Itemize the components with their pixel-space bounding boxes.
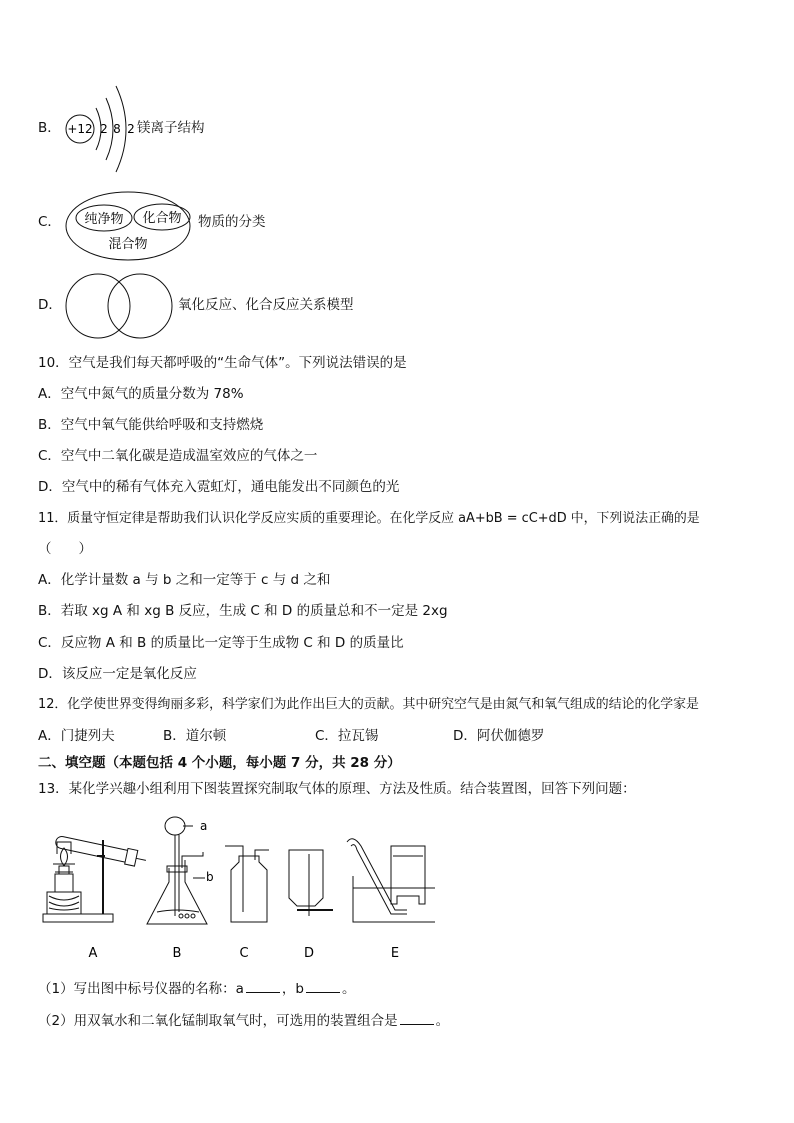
mixture-label: 混合物 (108, 237, 148, 252)
q13-sub2-end: 。 (435, 1013, 450, 1029)
apparatus-label-b: B (172, 946, 182, 961)
q13-sub2-prefix: （2）用双氧水和二氧化锰制取氧气时，可选用的装置组合是 (38, 1013, 398, 1029)
option-d-caption: 氧化反应、化合反应关系模型 (178, 297, 354, 313)
test-tube (54, 833, 147, 868)
apparatus-label-c: C (239, 946, 249, 961)
option-b-caption: 镁离子结构 (137, 120, 205, 136)
water-trough (353, 876, 435, 922)
q13-sub1-mid: ，b (281, 981, 304, 997)
q11-option-b: B．若取 xg A 和 xg B 反应，生成 C 和 D 的质量总和不一定是 2xg (38, 603, 448, 619)
apparatus-label-d: D (303, 946, 315, 961)
q13-sub1-end: 。 (341, 981, 356, 997)
q13-stem: 13．某化学兴趣小组利用下图装置探究制取气体的原理、方法及性质。结合装置图，回答下列问题： (38, 781, 636, 797)
q11-option-c: C．反应物 A 和 B 的质量比一定等于生成物 C 和 D 的质量比 (38, 635, 404, 651)
shell-count-1: 2 (100, 122, 108, 136)
stand-base (43, 914, 113, 922)
short-tube (255, 850, 269, 860)
q11-answer-paren: （ ） (38, 541, 92, 557)
q11-option-d: D．该反应一定是氧化反应 (38, 666, 197, 682)
q13-sub1 (38, 980, 355, 998)
venn-diagram (64, 272, 176, 340)
gas-apparatus-figure (35, 812, 435, 964)
shell-count-2: 8 (113, 122, 121, 136)
label-a-marker: a (200, 819, 208, 833)
q11-stem: 11．质量守恒定律是帮助我们认识化学反应实质的重要理论。在化学反应 aA+bB = cC+dD 中，下列说法正确的是 (38, 511, 700, 526)
mg-ion-structure-diagram (60, 80, 140, 180)
collecting-bottle (391, 846, 425, 904)
venn-circle-right (108, 274, 172, 338)
q12-option-b: B．道尔顿 (163, 728, 227, 744)
flame (61, 848, 68, 866)
q12-stem: 12．化学使世界变得绚丽多彩，科学家们为此作出巨大的贡献。其中研究空气是由氮气和氧气组成的结论的化学家是 (38, 697, 699, 712)
conical-flask (147, 868, 207, 924)
q12-option-c: C．拉瓦锡 (315, 728, 379, 744)
answer-blank-b[interactable] (306, 980, 340, 993)
gas-bottle (231, 856, 267, 922)
apparatus-c (225, 846, 269, 922)
option-c-caption: 物质的分类 (198, 214, 266, 230)
pure-substance-label: 纯净物 (84, 212, 124, 227)
nucleus-charge: +12 (67, 122, 93, 136)
q11-option-a: A．化学计量数 a 与 b 之和一定等于 c 与 d 之和 (38, 572, 331, 588)
answer-blank-combination[interactable] (400, 1012, 434, 1025)
separatory-funnel (165, 817, 185, 835)
label-b-marker: b (206, 870, 214, 884)
section-2-title: 二、填空题（本题包括 4 个小题，每小题 7 分，共 28 分） (38, 755, 401, 771)
inverted-bottle (289, 850, 323, 906)
q13-sub1-prefix: （1）写出图中标号仪器的名称：a (38, 981, 244, 997)
q10-option-c: C．空气中二氧化碳是造成温室效应的气体之一 (38, 448, 318, 464)
apparatus-e (347, 839, 435, 922)
apparatus-label-e: E (390, 946, 400, 961)
apparatus-d (289, 850, 333, 916)
venn-circle-left (66, 274, 130, 338)
delivery-tube-e (347, 839, 407, 910)
q10-option-b: B．空气中氧气能供给呼吸和支持燃烧 (38, 417, 264, 433)
q10-option-d: D．空气中的稀有气体充入霓虹灯，通电能发出不同颜色的光 (38, 479, 400, 495)
q12-option-d: D．阿伏伽德罗 (453, 728, 545, 744)
alcohol-lamp (55, 874, 73, 892)
apparatus-b (147, 817, 207, 924)
apparatus-label-a: A (88, 946, 98, 961)
q13-sub2 (38, 1012, 449, 1030)
classification-diagram (64, 190, 196, 262)
compound-label: 化合物 (142, 211, 182, 226)
option-c-letter: C． (38, 214, 61, 230)
shell-count-3: 2 (127, 122, 135, 136)
q10-option-a: A．空气中氮气的质量分数为 78% (38, 386, 244, 402)
apparatus-a (43, 833, 148, 922)
answer-blank-a[interactable] (246, 980, 280, 993)
q10-stem: 10．空气是我们每天都呼吸的“生命气体”。下列说法错误的是 (38, 355, 407, 371)
option-b-letter: B． (38, 120, 61, 136)
q12-option-a: A．门捷列夫 (38, 728, 115, 744)
option-d-letter: D． (38, 297, 62, 313)
